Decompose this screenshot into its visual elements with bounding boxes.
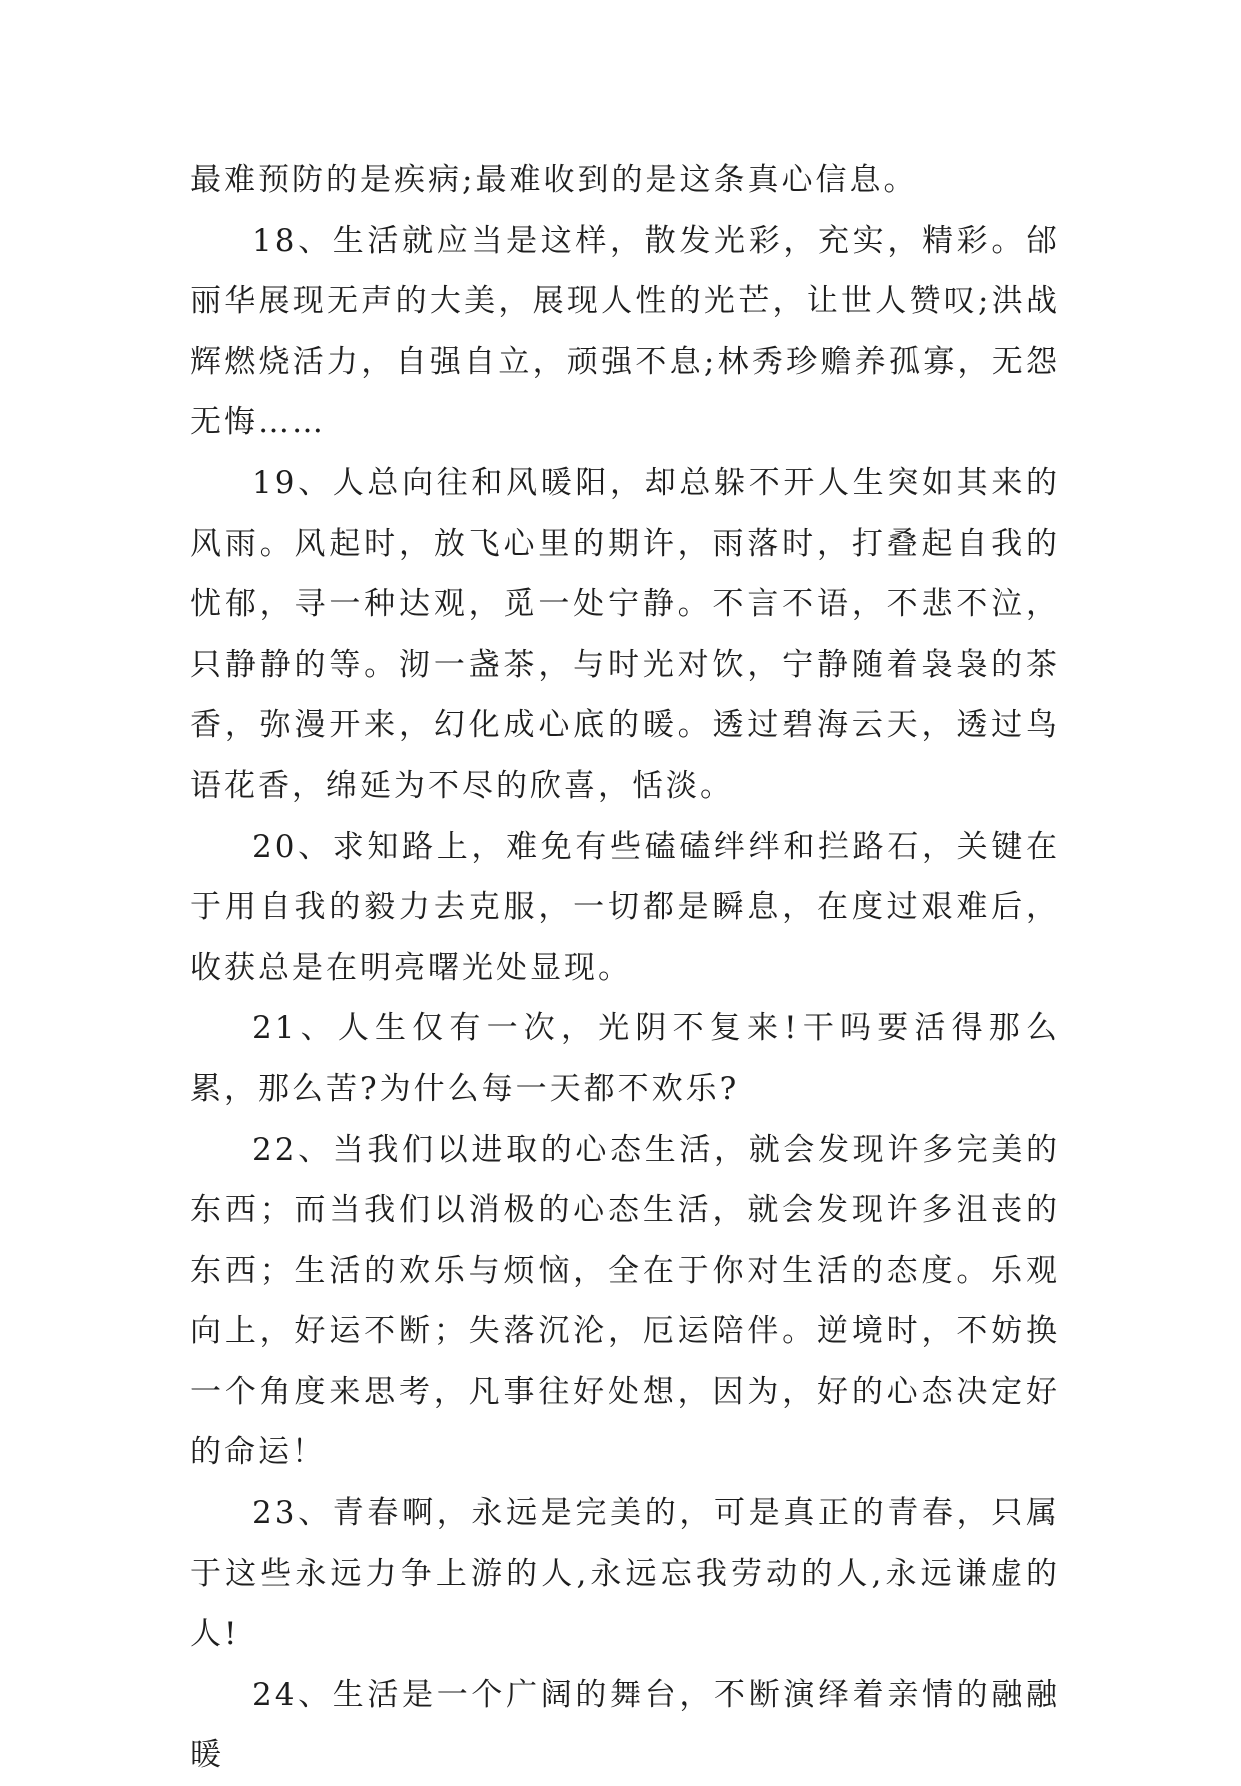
paragraph-continued: 最难预防的是疾病;最难收到的是这条真心信息。 (190, 162, 918, 198)
paragraph-22: 22、当我们以进取的心态生活，就会发现许多完美的东西；而当我们以消极的心态生活，就会发现许多沮丧的东西；生活的欢乐与烦恼，全在于你对生活的态度。乐观向上，好运不断；失落沉沦，厄运陪伴。逆境时，不妨换一个角度来思考，凡事往好处想，因为，好的心态决定好的命运！ (190, 1131, 1060, 1471)
paragraph-20: 20、求知路上，难免有些磕磕绊绊和拦路石，关键在于用自我的毅力去克服，一切都是瞬息，在度过艰难后，收获总是在明亮曙光处显现。 (190, 828, 1060, 986)
body-text (190, 150, 1060, 1786)
paragraph-21: 21、人生仅有一次，光阴不复来!干吗要活得那么累，那么苦?为什么每一天都不欢乐? (190, 1010, 1060, 1107)
paragraph-24: 24、生活是一个广阔的舞台，不断演绎着亲情的融融暖 (190, 1676, 1060, 1774)
paragraph-18: 18、生活就应当是这样，散发光彩，充实，精彩。邰丽华展现无声的大美，展现人性的光芒，让世人赞叹;洪战辉燃烧活力，自强自立，顽强不息;林秀珍赡养孤寡，无怨无悔…… (190, 222, 1060, 441)
paragraph-19: 19、人总向往和风暖阳，却总躲不开人生突如其来的风雨。风起时，放飞心里的期许，雨落时，打叠起自我的忧郁，寻一种达观，觅一处宁静。不言不语，不悲不泣，只静静的等。沏一盏茶，与时光对饮，宁静随着袅袅的茶香，弥漫开来，幻化成心底的暖。透过碧海云天，透过鸟语花香，绵延为不尽的欣喜，恬淡。 (190, 464, 1060, 804)
paragraph-23: 23、青春啊，永远是完美的，可是真正的青春，只属于这些永远力争上游的人,永远忘我劳动的人,永远谦虚的人! (190, 1495, 1060, 1653)
